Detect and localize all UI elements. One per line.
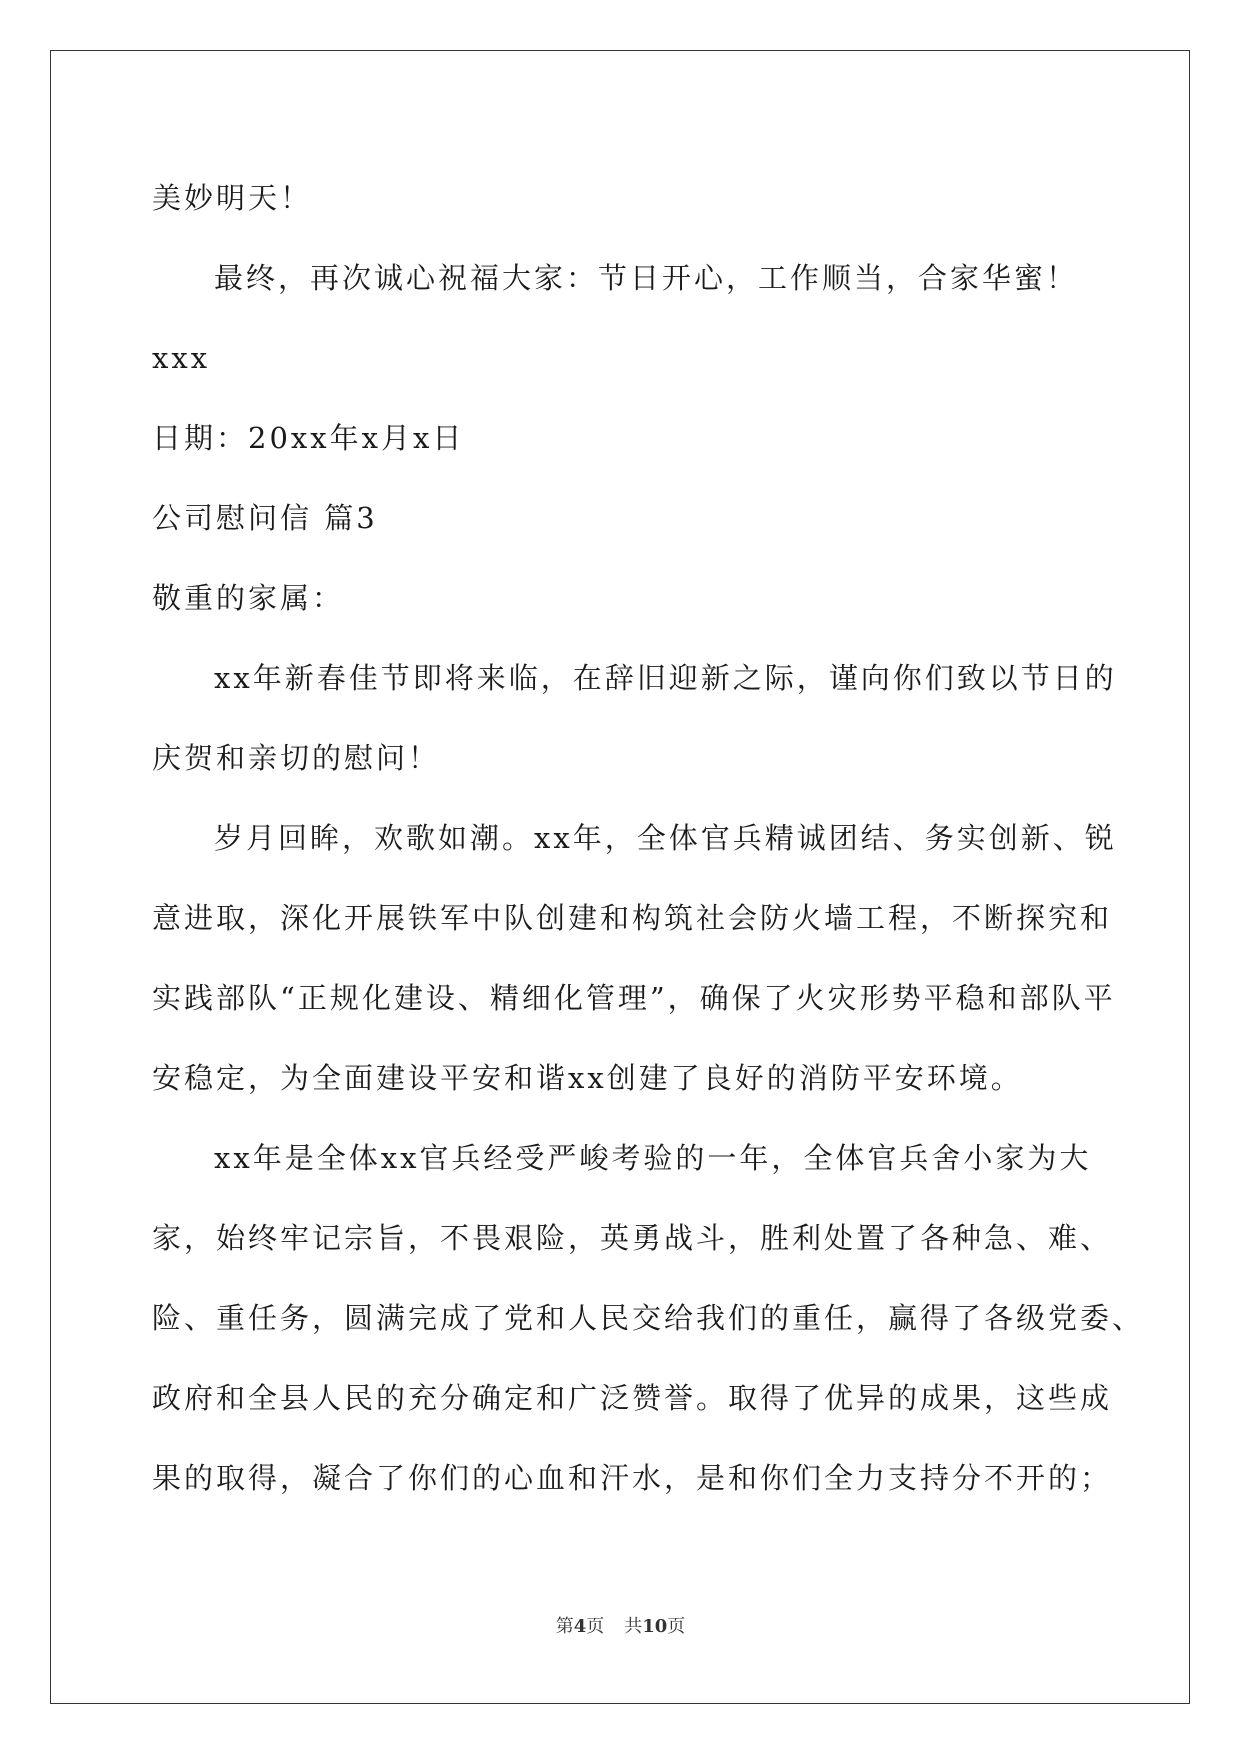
total-page-number: 10 bbox=[642, 1616, 668, 1637]
section-heading: 公司慰问信 篇3 bbox=[152, 501, 378, 535]
text-line-12: 安稳定，为全面建设平安和谐xx创建了良好的消防平安环境。 bbox=[152, 1061, 1023, 1095]
footer-total-prefix: 共 bbox=[624, 1616, 643, 1637]
footer-page-unit: 页 bbox=[586, 1616, 605, 1637]
text-line-8: 庆贺和亲切的慰问！ bbox=[152, 741, 441, 775]
salutation: 敬重的家属： bbox=[152, 581, 345, 615]
text-line-14: 家，始终牢记宗旨，不畏艰险，英勇战斗，胜利处置了各种急、难、 bbox=[152, 1221, 1113, 1255]
text-line-9: 岁月回眸，欢歌如潮。xx年，全体官兵精诚团结、务实创新、锐 bbox=[214, 821, 1117, 855]
footer-total-unit: 页 bbox=[667, 1616, 686, 1637]
text-line-11: 实践部队“正规化建设、精细化管理”，确保了火灾形势平稳和部队平 bbox=[152, 981, 1116, 1015]
page-footer bbox=[0, 1612, 1241, 1638]
document-body bbox=[152, 158, 1145, 1518]
text-line-7: xx年新春佳节即将来临，在辞旧迎新之际，谨向你们致以节日的 bbox=[214, 661, 1117, 695]
date-line: 日期：20xx年x月x日 bbox=[152, 421, 465, 455]
text-line-13: xx年是全体xx官兵经受严峻考验的一年，全体官兵舍小家为大 bbox=[214, 1141, 1092, 1175]
text-line-1: 美妙明天！ bbox=[152, 181, 313, 215]
current-page-number: 4 bbox=[573, 1616, 587, 1637]
signature-line: xxx bbox=[152, 341, 211, 375]
text-line-15: 险、重任务，圆满完成了党和人民交给我们的重任，赢得了各级党委、 bbox=[152, 1301, 1145, 1335]
text-line-16: 政府和全县人民的充分确定和广泛赞誉。取得了优异的成果，这些成 bbox=[152, 1381, 1113, 1415]
text-line-2: 最终，再次诚心祝福大家：节日开心，工作顺当，合家华蜜！ bbox=[214, 261, 1079, 295]
text-line-17: 果的取得，凝合了你们的心血和汗水，是和你们全力支持分不开的； bbox=[152, 1461, 1113, 1495]
text-line-10: 意进取，深化开展铁军中队创建和构筑社会防火墙工程，不断探究和 bbox=[152, 901, 1113, 935]
footer-prefix: 第 bbox=[555, 1616, 574, 1637]
